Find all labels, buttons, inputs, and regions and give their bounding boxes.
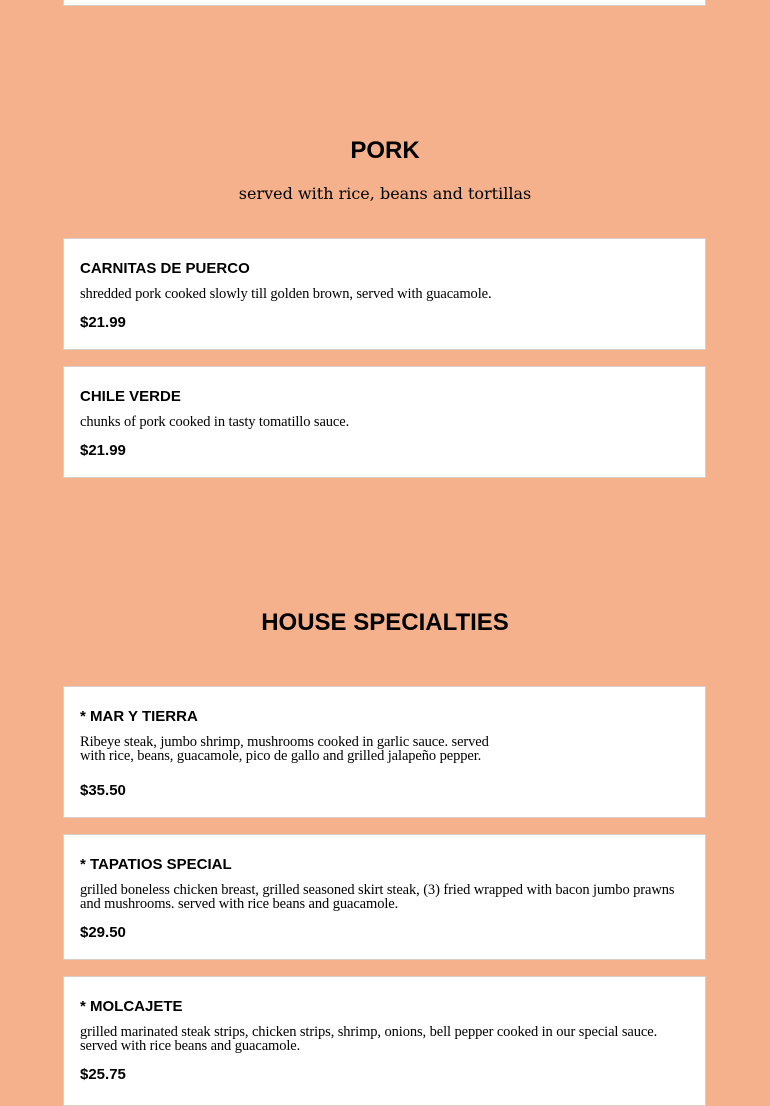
menu-item-description: grilled boneless chicken breast, grilled seasoned skirt steak, (3) fried wrapped with bacon jumbo prawns and mushrooms. served with rice beans and guacamole. — [80, 882, 675, 912]
section-title: HOUSE SPECIALTIES — [261, 609, 509, 636]
menu-item-price: $21.99 — [80, 442, 126, 459]
menu-item-name: * MOLCAJETE — [80, 998, 183, 1015]
menu-item-price: $25.75 — [80, 1066, 126, 1083]
menu-item-card — [63, 366, 706, 478]
menu-item-card — [63, 976, 706, 1106]
menu-item-price: $21.99 — [80, 314, 126, 331]
menu-item-name: * TAPATIOS SPECIAL — [80, 856, 232, 873]
section-title: PORK — [350, 137, 420, 164]
menu-item-description: grilled marinated steak strips, chicken strips, shrimp, onions, bell pepper cooked in our special sauce. served with rice beans and guacamole. — [80, 1024, 658, 1054]
menu-item-description: shredded pork cooked slowly till golden brown, served with guacamole. — [80, 286, 492, 302]
menu-item-description-line: with rice, beans, guacamole, pico de gallo and grilled jalapeño pepper. — [80, 748, 482, 764]
menu-item-card — [63, 686, 706, 818]
menu-item-description-line: Ribeye steak, jumbo shrimp, mushrooms cooked in garlic sauce. served — [80, 734, 489, 750]
menu-item-price: $35.50 — [80, 782, 126, 799]
section-subtitle: served with rice, beans and tortillas — [238, 184, 532, 203]
menu-item-description — [80, 735, 692, 763]
menu-item-card — [63, 238, 706, 350]
menu-item-name: CARNITAS DE PUERCO — [80, 260, 250, 277]
menu-item-name: * MAR Y TIERRA — [80, 708, 198, 725]
menu-item-description: chunks of pork cooked in tasty tomatillo sauce. — [80, 414, 350, 430]
menu-item-price: $29.50 — [80, 924, 126, 941]
menu-item-name: CHILE VERDE — [80, 388, 181, 405]
menu-item-card — [63, 834, 706, 960]
menu-item-card-previous — [63, 0, 706, 6]
